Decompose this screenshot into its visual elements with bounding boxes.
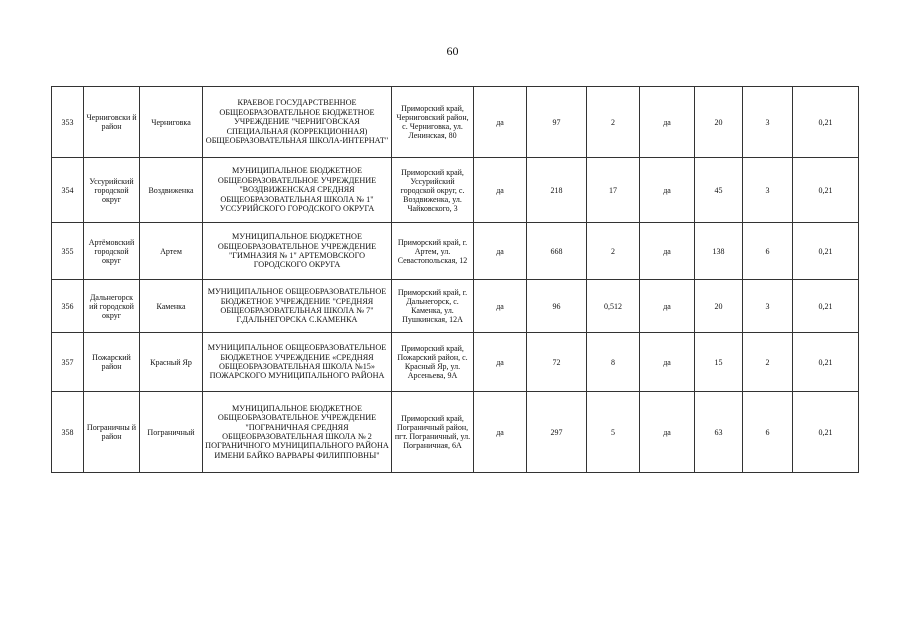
value-cell: да: [474, 333, 527, 392]
value-cell: да: [640, 158, 695, 223]
district-cell: Дальнегорск ий городской округ: [84, 280, 140, 333]
table-row: [52, 223, 859, 280]
settlement-cell: Каменка: [140, 280, 203, 333]
schools-table: [51, 86, 859, 473]
address-cell: Приморский край, Уссурийский городской округ, с. Воздвиженка, ул. Чайковского, 3: [392, 158, 474, 223]
value-cell: 6: [743, 223, 793, 280]
value-cell: 0,21: [793, 280, 859, 333]
district-cell: Уссурийский городской округ: [84, 158, 140, 223]
table-row: [52, 158, 859, 223]
settlement-cell: Воздвиженка: [140, 158, 203, 223]
value-cell: 97: [527, 87, 587, 158]
row-number: 353: [52, 87, 84, 158]
value-cell: 297: [527, 392, 587, 473]
value-cell: да: [474, 87, 527, 158]
settlement-cell: Черниговка: [140, 87, 203, 158]
page-number: 60: [446, 44, 459, 58]
school-name-cell: КРАЕВОЕ ГОСУДАРСТВЕННОЕ ОБЩЕОБРАЗОВАТЕЛЬНОЕ БЮДЖЕТНОЕ УЧРЕЖДЕНИЕ "ЧЕРНИГОВСКАЯ СПЕЦИАЛЬНАЯ (КОРРЕКЦИОННАЯ) ОБЩЕОБРАЗОВАТЕЛЬНАЯ ШКОЛА-ИНТЕРНАТ": [203, 87, 392, 158]
value-cell: 0,512: [587, 280, 640, 333]
value-cell: 2: [743, 333, 793, 392]
value-cell: 6: [743, 392, 793, 473]
row-number: 356: [52, 280, 84, 333]
district-cell: Пограничны й район: [84, 392, 140, 473]
value-cell: да: [640, 280, 695, 333]
district-cell: Артёмовский городской округ: [84, 223, 140, 280]
value-cell: 20: [695, 87, 743, 158]
district-cell: Черниговски й район: [84, 87, 140, 158]
value-cell: 8: [587, 333, 640, 392]
address-cell: Приморский край, г. Артем, ул. Севастопольская, 12: [392, 223, 474, 280]
value-cell: да: [640, 223, 695, 280]
value-cell: 218: [527, 158, 587, 223]
address-cell: Приморский край, г. Дальнегорск, с. Каменка, ул. Пушкинская, 12А: [392, 280, 474, 333]
settlement-cell: Пограничный: [140, 392, 203, 473]
value-cell: 3: [743, 280, 793, 333]
value-cell: 17: [587, 158, 640, 223]
row-number: 354: [52, 158, 84, 223]
value-cell: да: [474, 223, 527, 280]
value-cell: 0,21: [793, 392, 859, 473]
table-row: [52, 392, 859, 473]
table-row: [52, 280, 859, 333]
value-cell: 0,21: [793, 223, 859, 280]
school-name-cell: МУНИЦИПАЛЬНОЕ БЮДЖЕТНОЕ ОБЩЕОБРАЗОВАТЕЛЬНОЕ УЧРЕЖДЕНИЕ "ВОЗДВИЖЕНСКАЯ СРЕДНЯЯ ОБЩЕОБРАЗОВАТЕЛЬНАЯ ШКОЛА № 1" УССУРИЙСКОГО ГОРОДСКОГО ОКРУГА: [203, 158, 392, 223]
value-cell: да: [640, 392, 695, 473]
value-cell: 5: [587, 392, 640, 473]
value-cell: 2: [587, 223, 640, 280]
school-name-cell: МУНИЦИПАЛЬНОЕ ОБЩЕОБРАЗОВАТЕЛЬНОЕ БЮДЖЕТНОЕ УЧРЕЖДЕНИЕ «СРЕДНЯЯ ОБЩЕОБРАЗОВАТЕЛЬНАЯ ШКОЛА №15» ПОЖАРСКОГО МУНИЦИПАЛЬНОГО РАЙОНА: [203, 333, 392, 392]
row-number: 355: [52, 223, 84, 280]
value-cell: 3: [743, 87, 793, 158]
value-cell: 20: [695, 280, 743, 333]
value-cell: 63: [695, 392, 743, 473]
settlement-cell: Красный Яр: [140, 333, 203, 392]
table-row: [52, 333, 859, 392]
address-cell: Приморский край, Пограничный район, пгт. Пограничный, ул. Пограничная, 6А: [392, 392, 474, 473]
row-number: 358: [52, 392, 84, 473]
value-cell: да: [640, 333, 695, 392]
value-cell: 3: [743, 158, 793, 223]
value-cell: 668: [527, 223, 587, 280]
value-cell: 0,21: [793, 87, 859, 158]
value-cell: да: [474, 392, 527, 473]
value-cell: 2: [587, 87, 640, 158]
value-cell: 72: [527, 333, 587, 392]
address-cell: Приморский край, Пожарский район, с. Красный Яр, ул. Арсеньева, 9А: [392, 333, 474, 392]
value-cell: 15: [695, 333, 743, 392]
value-cell: 138: [695, 223, 743, 280]
value-cell: 96: [527, 280, 587, 333]
row-number: 357: [52, 333, 84, 392]
settlement-cell: Артем: [140, 223, 203, 280]
table-row: [52, 87, 859, 158]
school-name-cell: МУНИЦИПАЛЬНОЕ ОБЩЕОБРАЗОВАТЕЛЬНОЕ БЮДЖЕТНОЕ УЧРЕЖДЕНИЕ "СРЕДНЯЯ ОБЩЕОБРАЗОВАТЕЛЬНАЯ ШКОЛА № 7" Г.ДАЛЬНЕГОРСКА С.КАМЕНКА: [203, 280, 392, 333]
value-cell: да: [640, 87, 695, 158]
value-cell: да: [474, 280, 527, 333]
value-cell: да: [474, 158, 527, 223]
value-cell: 0,21: [793, 158, 859, 223]
district-cell: Пожарский район: [84, 333, 140, 392]
value-cell: 0,21: [793, 333, 859, 392]
school-name-cell: МУНИЦИПАЛЬНОЕ БЮДЖЕТНОЕ ОБЩЕОБРАЗОВАТЕЛЬНОЕ УЧРЕЖДЕНИЕ "ПОГРАНИЧНАЯ СРЕДНЯЯ ОБЩЕОБРАЗОВАТЕЛЬНАЯ ШКОЛА № 2 ПОГРАНИЧНОГО МУНИЦИПАЛЬНОГО РАЙОНА ИМЕНИ БАЙКО ВАРВАРЫ ФИЛИППОВНЫ": [203, 392, 392, 473]
address-cell: Приморский край, Черниговский район, с. Черниговка, ул. Ленинская, 80: [392, 87, 474, 158]
value-cell: 45: [695, 158, 743, 223]
school-name-cell: МУНИЦИПАЛЬНОЕ БЮДЖЕТНОЕ ОБЩЕОБРАЗОВАТЕЛЬНОЕ УЧРЕЖДЕНИЕ "ГИМНАЗИЯ № 1" АРТЕМОВСКОГО ГОРОДСКОГО ОКРУГА: [203, 223, 392, 280]
